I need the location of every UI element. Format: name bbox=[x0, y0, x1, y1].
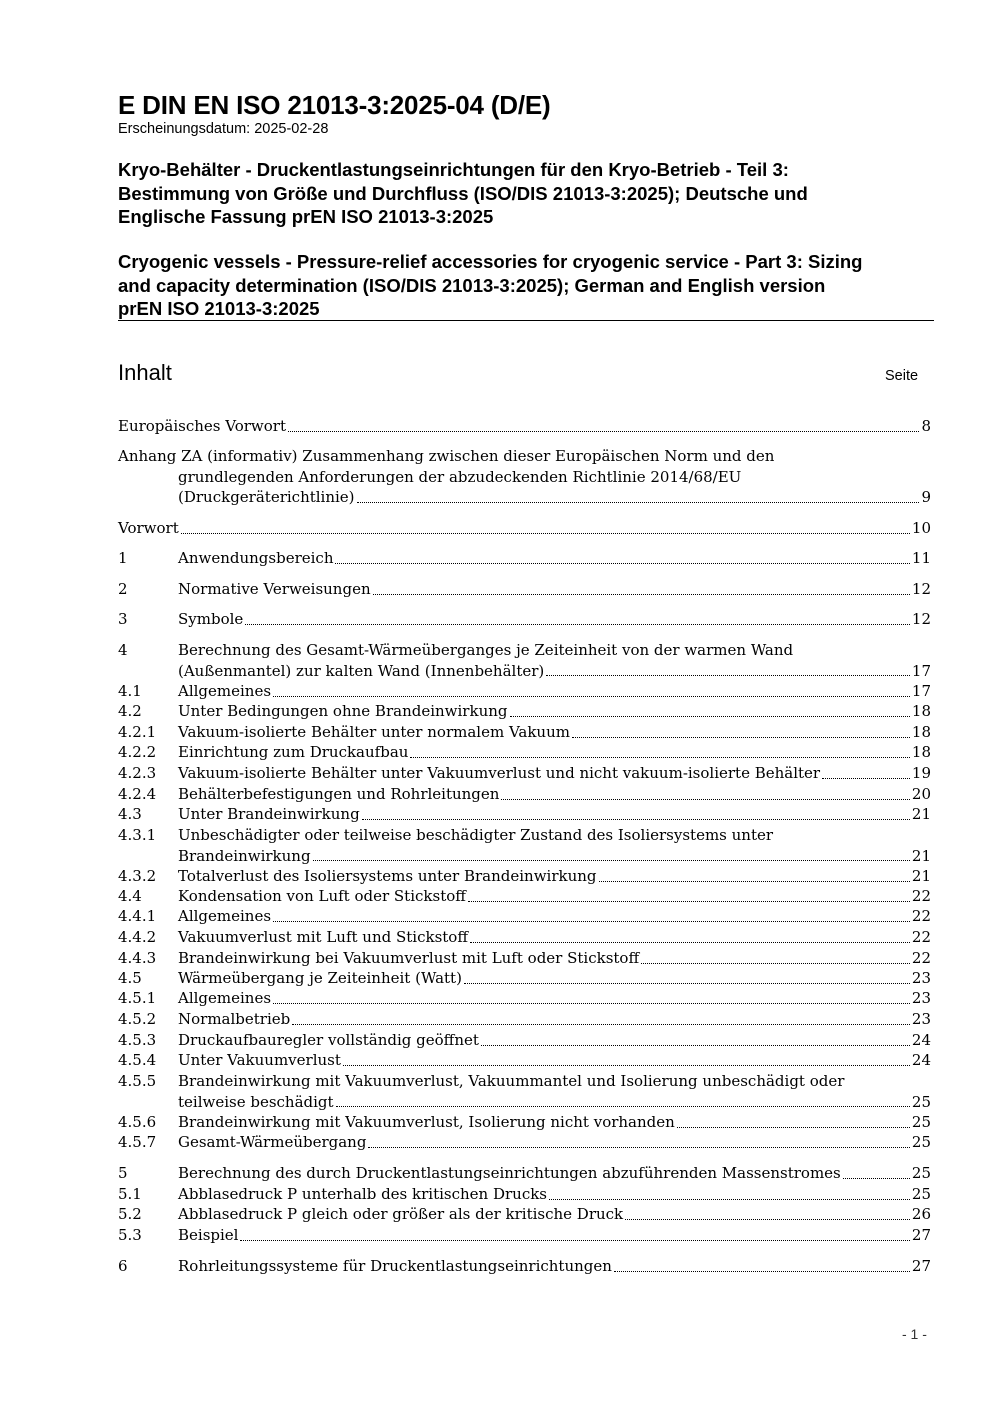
toc-entry-title: Behälterbefestigungen und Rohrleitungen bbox=[178, 785, 500, 803]
toc-entry-number: 4.2.1 bbox=[118, 723, 157, 741]
toc-entry-title: Berechnung des durch Druckentlastungseinrichtungen abzuführenden Massenstromes bbox=[178, 1164, 841, 1182]
toc-entry-line bbox=[178, 742, 931, 763]
toc-entry-number: 5 bbox=[118, 1164, 128, 1182]
toc-entry-title: Rohrleitungssysteme für Druckentlastungseinrichtungen bbox=[178, 1257, 612, 1275]
toc-entry-page: 9 bbox=[921, 488, 931, 506]
toc-entry-page: 21 bbox=[911, 805, 931, 823]
title-divider bbox=[118, 320, 934, 321]
toc-entry-number: 5.3 bbox=[118, 1226, 142, 1244]
toc-entry-number: 3 bbox=[118, 610, 128, 628]
toc-entry-line bbox=[178, 804, 931, 825]
toc-entry-page: 23 bbox=[911, 989, 931, 1007]
toc-entry-title: (Druckgeräterichtlinie) bbox=[178, 488, 355, 506]
toc-entry-title: grundlegenden Anforderungen der abzudeckenden Richtlinie 2014/68/EU bbox=[178, 467, 742, 486]
toc-entry-title: Anhang ZA (informativ) Zusammenhang zwischen dieser Europäischen Norm und den bbox=[118, 447, 775, 465]
toc-entry-line bbox=[178, 1132, 931, 1153]
toc-entry-line bbox=[178, 1225, 931, 1246]
toc-entry-number: 4.4.2 bbox=[118, 928, 157, 946]
toc-entry-line bbox=[178, 906, 931, 927]
toc-entry-page: 25 bbox=[911, 1133, 931, 1151]
toc-entry-number: 6 bbox=[118, 1257, 128, 1275]
toc-entry-line bbox=[178, 548, 931, 569]
toc-entry[interactable] bbox=[118, 722, 931, 743]
toc-entry[interactable] bbox=[118, 804, 931, 825]
toc-entry-title: Unter Vakuumverlust bbox=[178, 1051, 341, 1069]
toc-entry-number: 4.4.1 bbox=[118, 907, 157, 925]
toc-entry[interactable] bbox=[118, 906, 931, 927]
toc-entry-page: 25 bbox=[911, 1113, 931, 1131]
toc-entry-page: 18 bbox=[911, 723, 931, 741]
toc-entry-page: 18 bbox=[911, 743, 931, 761]
toc-entry[interactable] bbox=[118, 988, 931, 1009]
toc-entry[interactable] bbox=[118, 948, 931, 969]
toc-leader-dots bbox=[625, 1219, 910, 1220]
toc-entry-line bbox=[178, 1071, 931, 1092]
toc-entry-page: 20 bbox=[911, 785, 931, 803]
toc-entry[interactable] bbox=[118, 681, 931, 702]
toc-entry[interactable] bbox=[118, 609, 931, 630]
toc-entry-title: Berechnung des Gesamt-Wärmeüberganges je Zeiteinheit von der warmen Wand bbox=[178, 641, 794, 659]
toc-entry-number: 4.3 bbox=[118, 805, 142, 823]
toc-entry-line bbox=[178, 661, 931, 682]
document-number: E DIN EN ISO 21013-3:2025-04 (D/E) bbox=[118, 90, 551, 120]
toc-entry-page: 21 bbox=[911, 867, 931, 885]
toc-leader-dots bbox=[641, 963, 910, 964]
toc-entry-title: Unter Bedingungen ohne Brandeinwirkung bbox=[178, 702, 508, 720]
title-german-line: Englische Fassung prEN ISO 21013-3:2025 bbox=[118, 206, 494, 227]
toc-entry[interactable] bbox=[118, 1050, 931, 1071]
toc-entry-title: Vorwort bbox=[118, 519, 179, 537]
toc-entry-page: 19 bbox=[911, 764, 931, 782]
toc-entry-number: 4.5.6 bbox=[118, 1113, 157, 1131]
toc-entry-title: Vakuum-isolierte Behälter unter normalem Vakuum bbox=[178, 723, 570, 741]
toc-entry-line bbox=[178, 988, 931, 1009]
toc-leader-dots bbox=[292, 1024, 910, 1025]
toc-leader-dots bbox=[373, 594, 910, 595]
toc-entry-page: 25 bbox=[911, 1164, 931, 1182]
toc-entry-title: Abblasedruck P unterhalb des kritischen Drucks bbox=[178, 1185, 548, 1203]
toc-entry-page: 22 bbox=[911, 949, 931, 967]
title-english bbox=[118, 250, 938, 321]
toc-entry-line bbox=[118, 518, 931, 539]
toc-entry[interactable] bbox=[118, 784, 931, 805]
toc-entry-line bbox=[178, 1184, 931, 1205]
toc-entry-title: Unter Brandeinwirkung bbox=[178, 805, 360, 823]
toc-leader-dots bbox=[273, 921, 910, 922]
toc-entry[interactable] bbox=[118, 866, 931, 887]
toc-entry-line bbox=[178, 1009, 931, 1030]
toc-entry-line bbox=[178, 927, 931, 948]
toc-leader-dots bbox=[470, 942, 910, 943]
toc-entry[interactable] bbox=[118, 1112, 931, 1133]
toc-entry-line bbox=[178, 866, 931, 887]
toc-leader-dots bbox=[822, 778, 910, 779]
toc-entry[interactable] bbox=[118, 1009, 931, 1030]
toc-entry-number: 4.5.4 bbox=[118, 1051, 157, 1069]
toc-leader-dots bbox=[572, 737, 910, 738]
title-german-line: Bestimmung von Größe und Durchfluss (ISO/DIS 21013-3:2025); Deutsche und bbox=[118, 182, 808, 204]
toc-leader-dots bbox=[181, 533, 910, 534]
toc-entry-line bbox=[178, 968, 931, 989]
toc-leader-dots bbox=[614, 1271, 910, 1272]
toc-leader-dots bbox=[546, 675, 910, 676]
toc-entry-title: Europäisches Vorwort bbox=[118, 417, 286, 435]
toc-leader-dots bbox=[245, 624, 910, 625]
title-english-line: and capacity determination (ISO/DIS 21013-3:2025); German and English version bbox=[118, 274, 826, 296]
toc-entry-page: 25 bbox=[911, 1185, 931, 1203]
toc-entry-title: Abblasedruck P gleich oder größer als der kritische Druck bbox=[178, 1205, 624, 1223]
toc-entry-line bbox=[178, 948, 931, 969]
toc-entry-line bbox=[118, 446, 931, 467]
toc-entry-number: 4.3.1 bbox=[118, 826, 157, 844]
toc-leader-dots bbox=[343, 1065, 910, 1066]
toc-entry-page: 27 bbox=[911, 1226, 931, 1244]
toc-entry-page: 27 bbox=[911, 1257, 931, 1275]
title-german-line: Kryo-Behälter - Druckentlastungseinrichtungen für den Kryo-Betrieb - Teil 3: bbox=[118, 159, 789, 180]
toc-entry-line bbox=[178, 640, 931, 661]
toc-entry-number: 5.2 bbox=[118, 1205, 142, 1223]
toc-entry-line bbox=[178, 1204, 931, 1225]
toc-entry-number: 4 bbox=[118, 641, 128, 659]
toc-entry-page: 10 bbox=[911, 519, 931, 537]
toc-entry[interactable] bbox=[118, 1225, 931, 1246]
page-number: - 1 - bbox=[902, 1326, 927, 1342]
toc-entry-page: 17 bbox=[911, 682, 931, 700]
toc-entry-page: 22 bbox=[911, 887, 931, 905]
toc-entry-line bbox=[178, 681, 931, 702]
toc-entry-line bbox=[178, 1163, 931, 1184]
toc-entry-number: 4.4.3 bbox=[118, 949, 157, 967]
title-german bbox=[118, 158, 938, 229]
toc-entry[interactable] bbox=[118, 968, 931, 989]
toc-entry-page: 24 bbox=[911, 1031, 931, 1049]
toc-entry[interactable] bbox=[118, 1184, 931, 1205]
toc-entry-title: Normative Verweisungen bbox=[178, 580, 371, 598]
toc-entry-line bbox=[178, 1092, 931, 1113]
toc-entry[interactable] bbox=[118, 927, 931, 948]
toc-entry-title: Anwendungsbereich bbox=[178, 549, 334, 567]
toc-leader-dots bbox=[273, 696, 910, 697]
toc-leader-dots bbox=[501, 799, 909, 800]
toc-entry-number: 4.2 bbox=[118, 702, 142, 720]
toc-entry-title: Vakuum-isolierte Behälter unter Vakuumverlust und nicht vakuum-isolierte Behälter bbox=[178, 764, 821, 782]
toc-entry-number: 1 bbox=[118, 549, 128, 567]
toc-leader-dots bbox=[410, 757, 909, 758]
toc-entry-page: 17 bbox=[911, 661, 931, 680]
toc-entry[interactable] bbox=[118, 701, 931, 722]
toc-entry-title: Einrichtung zum Druckaufbau bbox=[178, 743, 409, 761]
toc-entry-line bbox=[178, 722, 931, 743]
toc-entry-page: 11 bbox=[911, 549, 931, 567]
toc-entry-page: 8 bbox=[921, 417, 931, 435]
toc-entry-title: Vakuumverlust mit Luft und Stickstoff bbox=[178, 928, 468, 946]
toc-entry-title: Gesamt-Wärmeübergang bbox=[178, 1133, 367, 1151]
toc-entry-page: 26 bbox=[911, 1205, 931, 1223]
toc-entry-title: Brandeinwirkung bei Vakuumverlust mit Luft oder Stickstoff bbox=[178, 949, 640, 967]
title-english-line: Cryogenic vessels - Pressure-relief accessories for cryogenic service - Part 3: Sizing bbox=[118, 251, 863, 272]
toc-entry[interactable] bbox=[118, 886, 931, 907]
toc-entry-title: Druckaufbauregler vollständig geöffnet bbox=[178, 1031, 479, 1049]
toc-entry-number: 4.5 bbox=[118, 969, 142, 987]
toc-entry-title: Normalbetrieb bbox=[178, 1010, 291, 1028]
toc-entry-page: 12 bbox=[911, 610, 931, 628]
toc-entry[interactable] bbox=[118, 416, 931, 437]
toc-entry-page: 24 bbox=[911, 1051, 931, 1069]
toc-entry-line bbox=[178, 701, 931, 722]
toc-entry-line bbox=[178, 825, 931, 846]
toc-leader-dots bbox=[549, 1199, 910, 1200]
toc-entry-number: 4.5.5 bbox=[118, 1072, 157, 1090]
toc-entry-title: Allgemeines bbox=[178, 989, 272, 1007]
toc-entry-number: 4.2.2 bbox=[118, 743, 157, 761]
toc-entry[interactable] bbox=[118, 742, 931, 763]
toc-entry[interactable] bbox=[118, 1256, 931, 1277]
toc-entry-page: 18 bbox=[911, 702, 931, 720]
toc-entry-line bbox=[178, 1256, 931, 1277]
toc-entry[interactable] bbox=[118, 1132, 931, 1153]
toc-entry-page: 22 bbox=[911, 928, 931, 946]
toc-entry-title: Unbeschädigter oder teilweise beschädigter Zustand des Isoliersystems unter bbox=[178, 826, 774, 844]
toc-leader-dots bbox=[843, 1178, 910, 1179]
toc-entry-number: 4.5.2 bbox=[118, 1010, 157, 1028]
toc-leader-dots bbox=[368, 1147, 909, 1148]
toc-leader-dots bbox=[288, 431, 919, 432]
toc-entry[interactable] bbox=[118, 1030, 931, 1051]
toc-entry-number: 4.5.1 bbox=[118, 989, 157, 1007]
toc-entry[interactable] bbox=[118, 1071, 931, 1112]
title-english-line: prEN ISO 21013-3:2025 bbox=[118, 298, 320, 319]
toc-entry-line bbox=[178, 1030, 931, 1051]
toc-leader-dots bbox=[481, 1045, 910, 1046]
toc-entry-number: 4.5.3 bbox=[118, 1031, 157, 1049]
toc-entry[interactable] bbox=[118, 763, 931, 784]
toc-leader-dots bbox=[240, 1240, 909, 1241]
toc-entry[interactable] bbox=[118, 579, 931, 600]
toc-entry-line bbox=[178, 467, 931, 488]
toc-leader-dots bbox=[464, 983, 910, 984]
toc-entry-line bbox=[178, 609, 931, 630]
toc-entry-number: 4.2.4 bbox=[118, 785, 157, 803]
toc-entry-line bbox=[178, 487, 931, 508]
toc-entry-title: Symbole bbox=[178, 610, 244, 628]
toc-leader-dots bbox=[677, 1127, 910, 1128]
toc-leader-dots bbox=[313, 860, 910, 861]
toc-entry-number: 2 bbox=[118, 580, 128, 598]
toc-entry-number: 4.1 bbox=[118, 682, 142, 700]
toc-entry[interactable] bbox=[118, 518, 931, 539]
toc-entry-line bbox=[178, 1050, 931, 1071]
toc-entry-number: 4.4 bbox=[118, 887, 142, 905]
toc-entry-title: (Außenmantel) zur kalten Wand (Innenbehälter) bbox=[178, 661, 545, 680]
toc-entry[interactable] bbox=[118, 446, 931, 508]
toc-entry-title: Kondensation von Luft oder Stickstoff bbox=[178, 887, 466, 905]
toc-entry[interactable] bbox=[118, 640, 931, 681]
toc-entry-page: 12 bbox=[911, 580, 931, 598]
toc-entry-line bbox=[178, 763, 931, 784]
toc-entry-title: Totalverlust des Isoliersystems unter Brandeinwirkung bbox=[178, 867, 597, 885]
toc-entry-line bbox=[118, 416, 931, 437]
issue-date: Erscheinungsdatum: 2025-02-28 bbox=[118, 121, 329, 137]
toc-entry-page: 22 bbox=[911, 907, 931, 925]
toc-entry[interactable] bbox=[118, 548, 931, 569]
toc-entry-line bbox=[178, 784, 931, 805]
toc-entry[interactable] bbox=[118, 1163, 931, 1184]
toc-leader-dots bbox=[335, 563, 909, 564]
toc-leader-dots bbox=[599, 881, 910, 882]
toc-entry-number: 4.5.7 bbox=[118, 1133, 157, 1151]
toc-entry-page: 21 bbox=[911, 846, 931, 865]
toc-entry-title: Allgemeines bbox=[178, 907, 272, 925]
toc-entry-page: 25 bbox=[911, 1092, 931, 1111]
toc-entry-title: Beispiel bbox=[178, 1226, 239, 1244]
toc-leader-dots bbox=[362, 819, 910, 820]
toc-entry-title: teilweise beschädigt bbox=[178, 1092, 334, 1111]
toc-entry-title: Wärmeübergang je Zeiteinheit (Watt) bbox=[178, 969, 462, 987]
toc-entry-number: 5.1 bbox=[118, 1185, 142, 1203]
toc-entry-title: Brandeinwirkung mit Vakuumverlust, Vakuummantel und Isolierung unbeschädigt oder bbox=[178, 1072, 845, 1090]
toc-leader-dots bbox=[273, 1003, 910, 1004]
toc-entry-line bbox=[178, 846, 931, 867]
toc-entry-line bbox=[178, 886, 931, 907]
toc-entry[interactable] bbox=[118, 1204, 931, 1225]
toc-entry[interactable] bbox=[118, 825, 931, 866]
toc-entry-number: 4.2.3 bbox=[118, 764, 157, 782]
toc-heading: Inhalt bbox=[118, 360, 172, 385]
toc-entry-number: 4.3.2 bbox=[118, 867, 157, 885]
toc-page-column-label: Seite bbox=[885, 368, 919, 384]
toc-entry-page: 23 bbox=[911, 1010, 931, 1028]
toc-entry-line bbox=[178, 579, 931, 600]
toc-entry-title: Allgemeines bbox=[178, 682, 272, 700]
toc-leader-dots bbox=[510, 716, 910, 717]
toc-entry-title: Brandeinwirkung bbox=[178, 846, 311, 865]
toc-entry-title: Brandeinwirkung mit Vakuumverlust, Isolierung nicht vorhanden bbox=[178, 1113, 675, 1131]
toc-leader-dots bbox=[468, 901, 910, 902]
toc-entry-page: 23 bbox=[911, 969, 931, 987]
toc-entry-line bbox=[178, 1112, 931, 1133]
toc-leader-dots bbox=[336, 1106, 910, 1107]
toc-leader-dots bbox=[357, 502, 920, 503]
